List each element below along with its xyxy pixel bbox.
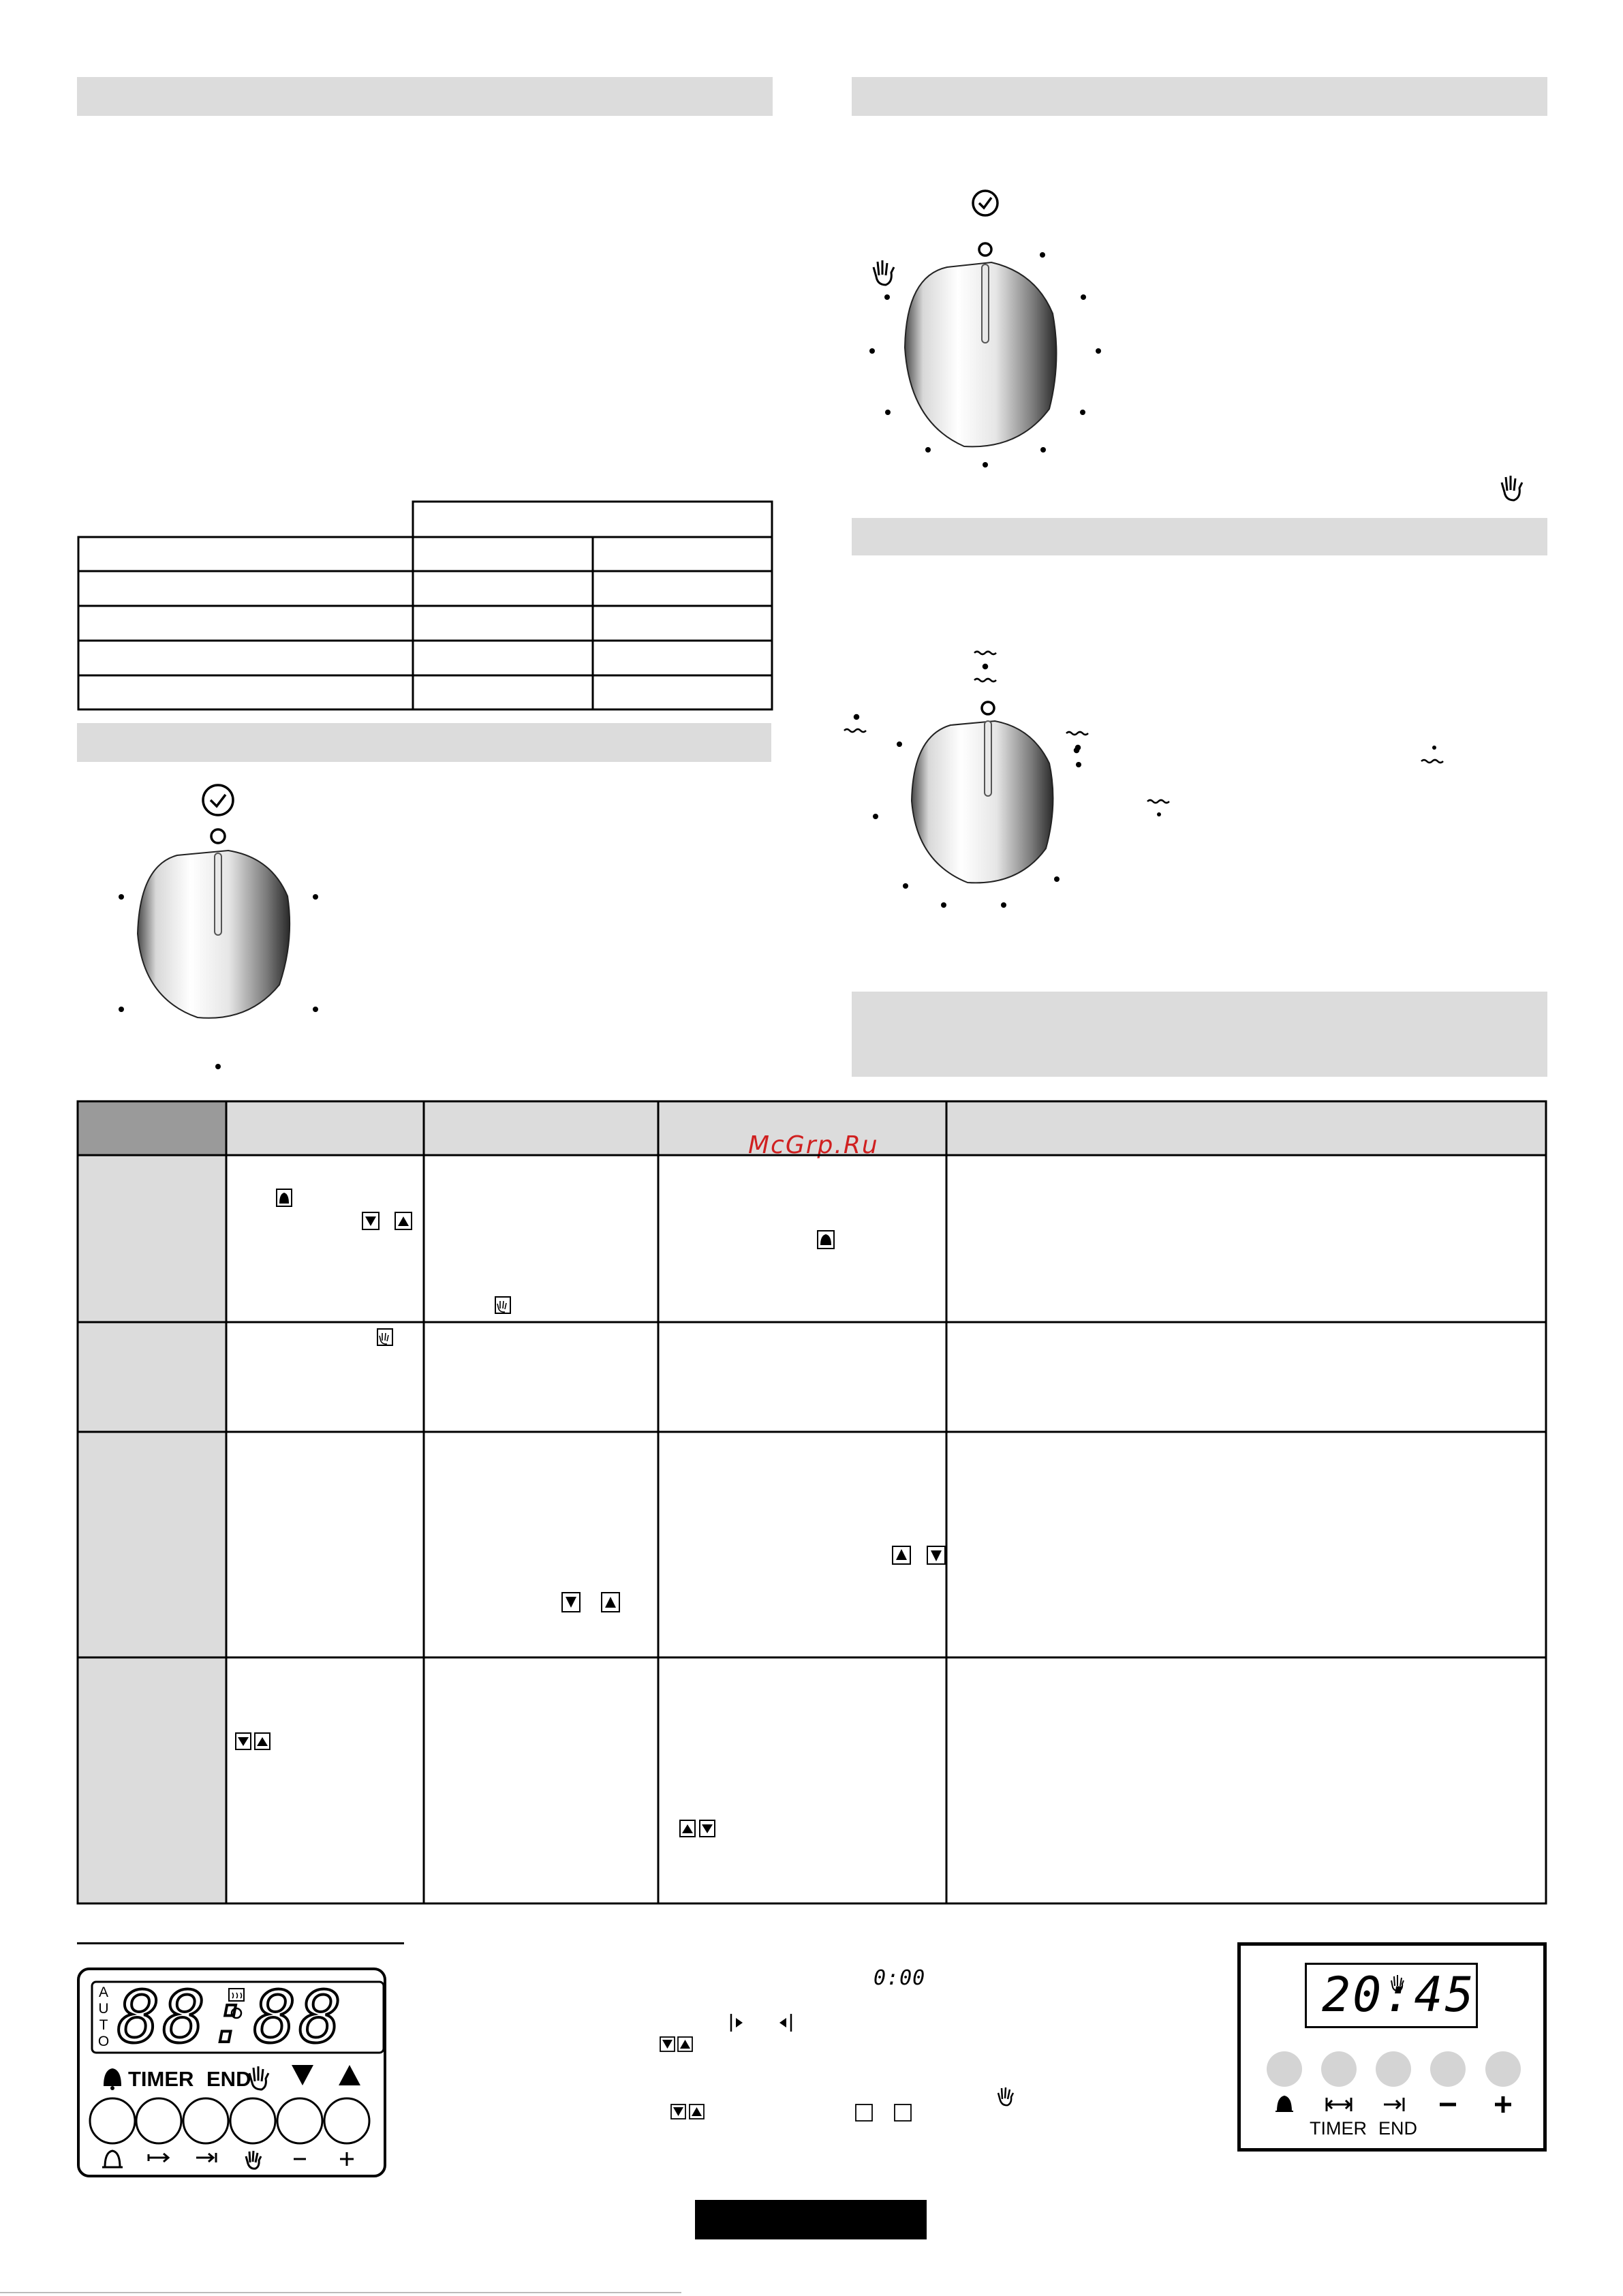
plus-icon [1495,2096,1511,2113]
hand-icon [998,2087,1013,2105]
duration-button [1321,2051,1357,2087]
end-button [1376,2051,1411,2087]
bell-icon [1276,2096,1293,2111]
minus-button [1430,2051,1466,2087]
lcd-digits-left: 88:88 [117,1976,345,2059]
bell-button [1267,2051,1302,2087]
plus-button [1485,2051,1521,2087]
end-label-right: END [1378,2118,1418,2139]
end-icon [1384,2098,1404,2111]
hand-indicator-icon [1389,1974,1405,1991]
timer-label-right: TIMER [1310,2118,1367,2139]
lcd-time-right: 20:45 [1322,1967,1476,2023]
auto-indicator: A U T O [97,1985,110,2049]
duration-icon [1327,2098,1351,2111]
bottom-edge-line [0,2292,681,2293]
end-label: END [206,2067,251,2091]
watermark: McGrp.Ru [748,1131,879,1159]
display-readout: 0:00 [874,1966,926,1990]
page-footer-bar [695,2200,927,2239]
timer-label: TIMER [128,2067,194,2091]
